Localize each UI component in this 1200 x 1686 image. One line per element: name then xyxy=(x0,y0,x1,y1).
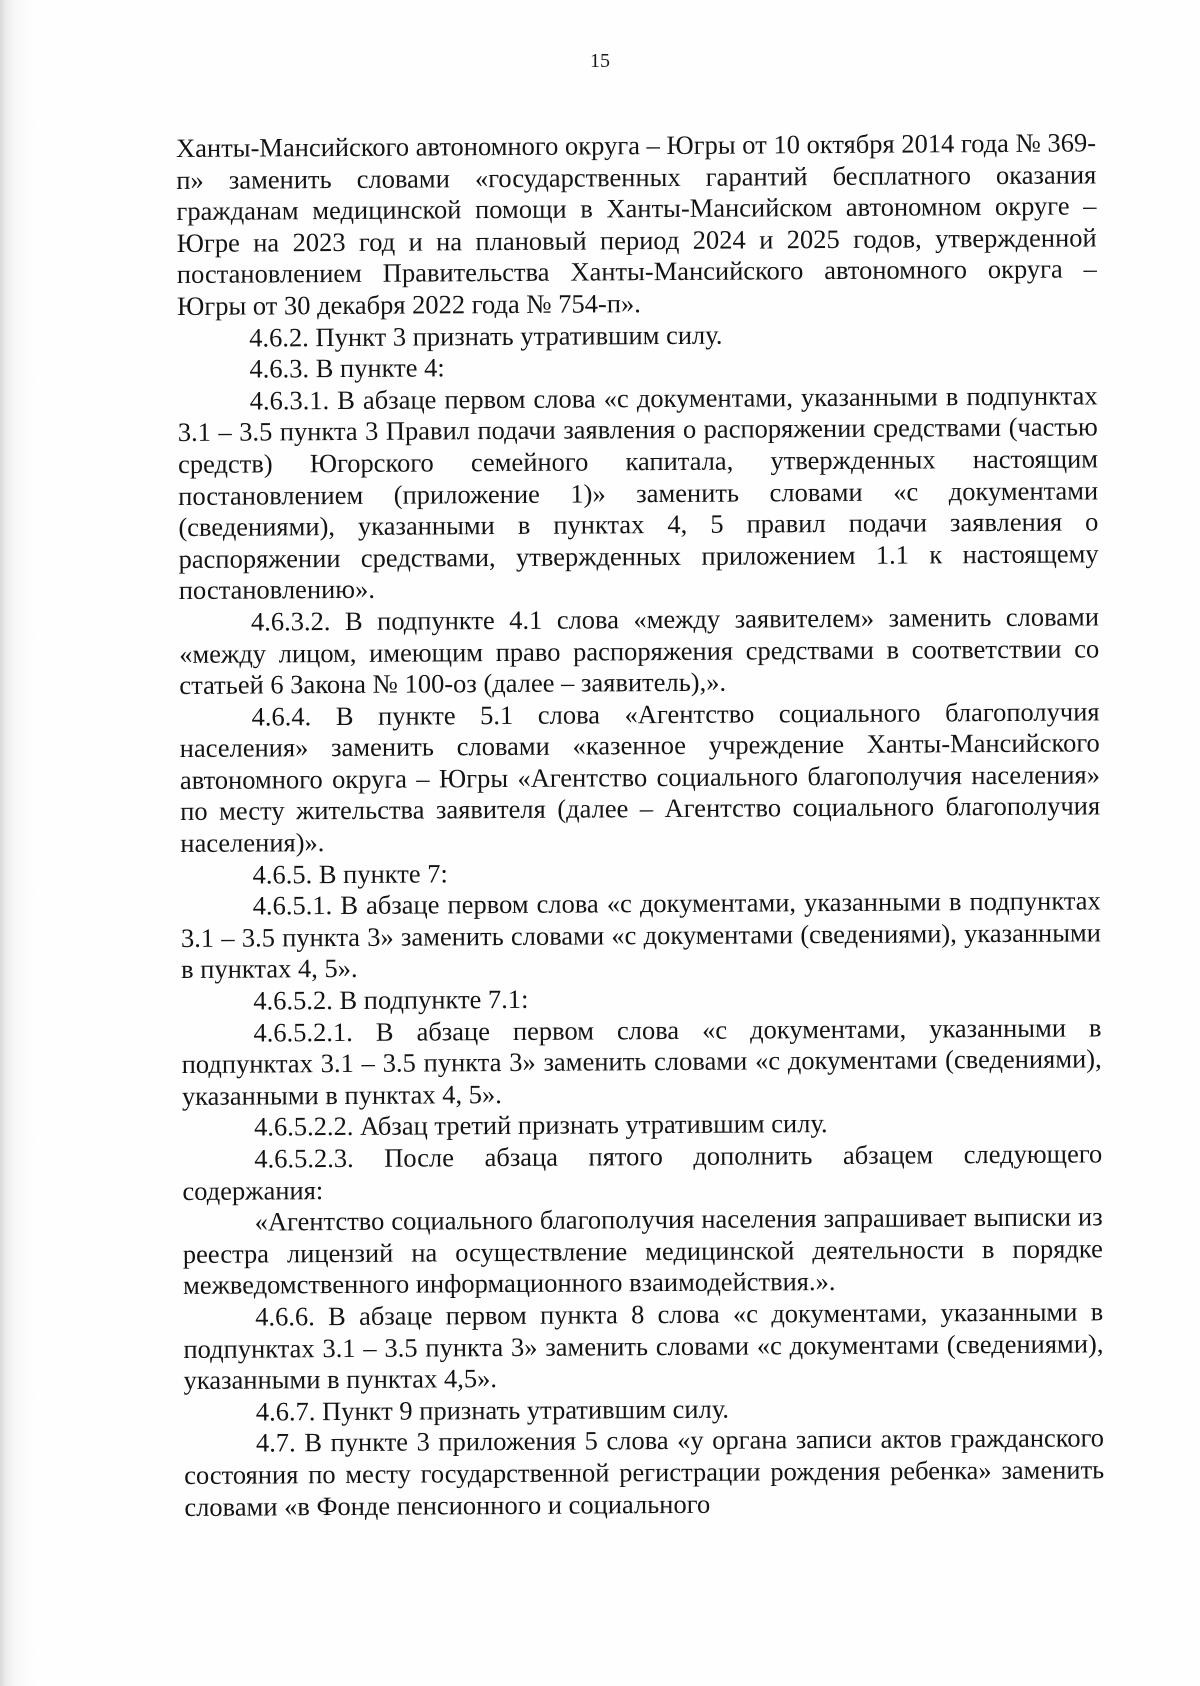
paragraph-4-6-7: 4.6.7. Пункт 9 признать утратившим силу. xyxy=(255,1393,730,1427)
paragraph-quoted-addition: «Агентство социального благополучия населения запрашивает выписки из реестра лицензий на осуществление медицинской деятельности в порядке межведомственного информационного взаимодействия.». xyxy=(182,1201,1103,1301)
paragraph-4-7: 4.7. В пункте 3 приложения 5 слова «у органа записи актов гражданского состояния по месту государственной регистрации рождения ребенка» заменить словами «в Фонде пенсионного и социального xyxy=(184,1422,1105,1522)
paragraph-4-6-2: 4.6.2. Пункт 3 признать утратившим силу. xyxy=(249,319,723,353)
paragraph-4-6-5-2-3: 4.6.5.2.3. После абзаца пятого дополнить абзацем следующего содержания: xyxy=(182,1138,1103,1206)
paragraph-4-6-5-2: 4.6.5.2. В подпункте 7.1: xyxy=(253,983,529,1016)
paragraph-4-6-5-1: 4.6.5.1. В абзаце первом слова «с документами, указанными в подпунктах 3.1 – 3.5 пункта 3» заменить словами «с документами (сведениями), указанными в пунктах 4, 5». xyxy=(180,885,1101,985)
paragraph-4-6-4: 4.6.4. В пункте 5.1 слова «Агентство социального благополучия населения» заменить словами «казенное учреждение Ханты-Мансийского автономного округа – Югры «Агентство социального благополучия населения» по месту жительства заявителя (далее – Агентство социального благополучия населения)». xyxy=(179,696,1101,859)
paragraph-4-6-3-2: 4.6.3.2. В подпункте 4.1 слова «между заявителем» заменить словами «между лицом, имеющим право распоряжения средствами в соответствии со статьей 6 Закона № 100-оз (далее – заявитель),». xyxy=(179,601,1100,701)
paragraph-4-6-6: 4.6.6. В абзаце первом пункта 8 слова «с документами, указанными в подпунктах 3.1 – 3.5 пункта 3» заменить словами «с документами (сведениями), указанными в пунктах 4,5». xyxy=(183,1296,1104,1396)
scan-shadow-edge xyxy=(0,0,42,1686)
paragraph-4-6-5: 4.6.5. В пункте 7: xyxy=(252,858,448,890)
paragraph-continuation: Ханты-Мансийского автономного округа – Югры от 10 октября 2014 года № 369-п» заменить словами «государственных гарантий бесплатного оказания гражданам медицинской помощи в Ханты-Мансийском автономном округе – Югре на 2023 год и на плановый период 2024 и 2025 годов, утвержденной постановлением Правительства Ханты-Мансийского автономного округа – Югры от 30 декабря 2022 года № 754-п». xyxy=(176,127,1097,321)
paragraph-4-6-5-2-1: 4.6.5.2.1. В абзаце первом слова «с документами, указанными в подпунктах 3.1 – 3.5 пункта 3» заменить словами «с документами (сведениями), указанными в пунктах 4, 5». xyxy=(181,1011,1102,1111)
paragraph-4-6-5-2-2: 4.6.5.2.2. Абзац третий признать утратившим силу. xyxy=(253,1108,828,1142)
page-number: 15 xyxy=(590,50,610,72)
paragraph-4-6-3-1: 4.6.3.1. В абзаце первом слова «с документами, указанными в подпунктах 3.1 – 3.5 пункта 3 Правил подачи заявления о распоряжении средствами (частью средств) Югорского семейного капитала, утвержденных настоящим постановлением (приложение 1)» заменить словами «с документами (сведениями), указанными в пунктах 4, 5 правил подачи заявления о распоряжении средствами, утвержденных приложением 1.1 к настоящему постановлению». xyxy=(177,380,1099,606)
paragraph-4-6-3: 4.6.3. В пункте 4: xyxy=(249,352,445,384)
document-body xyxy=(176,127,1104,1523)
